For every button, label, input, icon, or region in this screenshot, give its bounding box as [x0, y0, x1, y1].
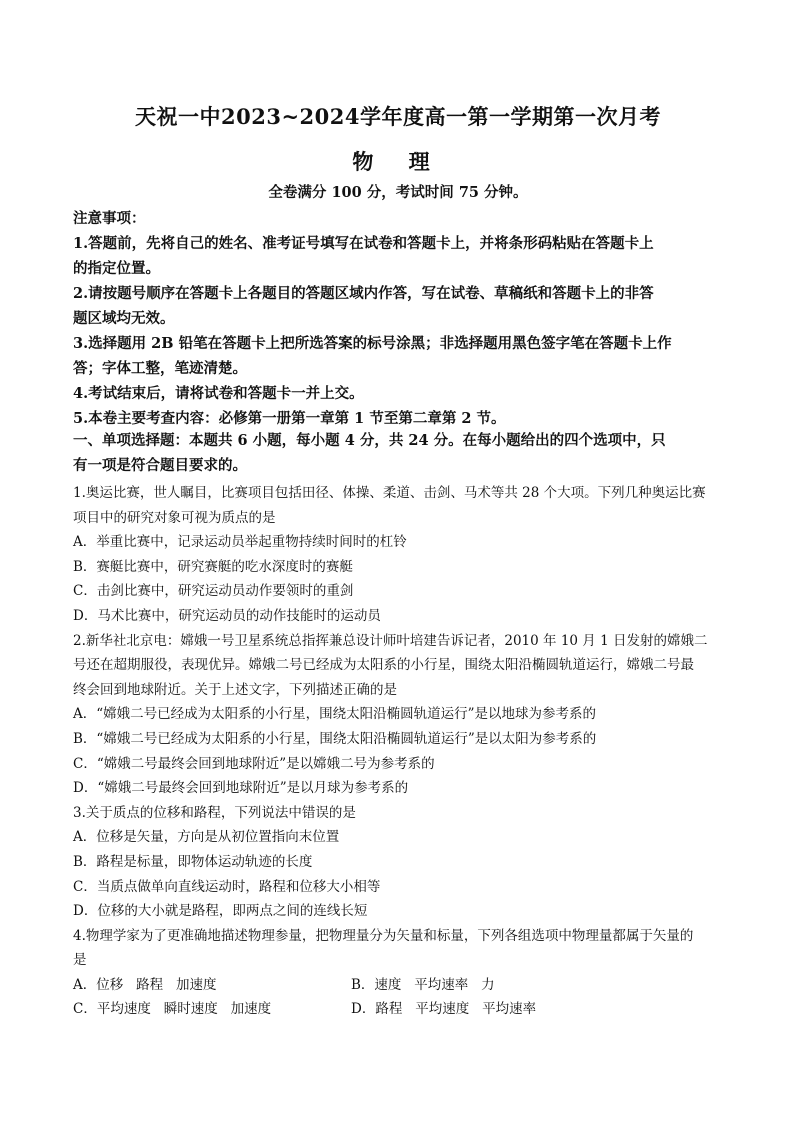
question-1-option-b: B．赛艇比赛中，研究赛艇的吃水深度时的赛艇: [73, 558, 353, 575]
notes-heading: 注意事项：: [73, 210, 146, 227]
question-1-option-c: C．击剑比赛中，研究运动员动作要领时的重剑: [73, 583, 354, 600]
question-1-stem: 项目中的研究对象可视为质点的是: [73, 509, 276, 526]
question-1-option-d: D．马术比赛中，研究运动员的动作技能时的运动员: [73, 607, 381, 624]
question-2-option-b: B．“嫦娥二号已经成为太阳系的小行星，围绕太阳沿椭圆轨道运行”是以太阳为参考系的: [73, 730, 597, 747]
score-time-line: 全卷满分 100 分，考试时间 75 分钟。: [268, 184, 528, 201]
notes-line: 答；字体工整，笔迹清楚。: [73, 360, 247, 377]
notes-line: 的指定位置。: [73, 260, 160, 277]
exam-title: 天祝一中2023~2024学年度高一第一学期第一次月考: [135, 104, 661, 129]
notes-line: 1.答题前，先将自己的姓名、准考证号填写在试卷和答题卡上，并将条形码粘贴在答题卡上: [73, 235, 654, 252]
question-4-options-row: [73, 973, 723, 998]
questions-block: [73, 481, 723, 1022]
question-2-option-c: C．“嫦娥二号最终会回到地球附近”是以嫦娥二号为参考系的: [73, 755, 435, 772]
question-4-option-b: B．速度 平均速率 力: [351, 976, 495, 993]
question-3-stem: 3.关于质点的位移和路程，下列说法中错误的是: [73, 804, 356, 821]
notes-line: 2.请按题号顺序在答题卡上各题目的答题区域内作答，写在试卷、草稿纸和答题卡上的非答: [73, 285, 654, 302]
question-4-stem: 是: [73, 952, 87, 969]
question-4-option-d: D．路程 平均速度 平均速率: [351, 1001, 537, 1018]
question-4-stem: 4.物理学家为了更准确地描述物理参量，把物理量分为矢量和标量，下列各组选项中物理量都属于矢量的: [73, 927, 694, 944]
question-2-stem: 2.新华社北京电：嫦娥一号卫星系统总指挥兼总设计师叶培建告诉记者，2010 年 10 月 1 日发射的嫦娥二: [73, 632, 708, 649]
notes-line: 5.本卷主要考查内容：必修第一册第一章第 1 节至第二章第 2 节。: [73, 410, 506, 427]
subject-title: 物 理: [352, 149, 444, 174]
question-2-stem: 终会回到地球附近。关于上述文字，下列描述正确的是: [73, 681, 397, 698]
notes-line: 3.选择题用 2B 铅笔在答题卡上把所选答案的标号涂黑；非选择题用黑色签字笔在答题卡上作: [73, 335, 672, 352]
notes-block: [73, 206, 723, 431]
question-4-option-a: A．位移 路程 加速度: [73, 976, 217, 993]
question-4-options-row: [73, 997, 723, 1022]
question-2-stem: 号还在超期服役，表现优异。嫦娥二号已经成为太阳系的小行星，围绕太阳沿椭圆轨道运行，嫦娥二号最: [73, 657, 694, 674]
question-3-option-a: A．位移是矢量，方向是从初位置指向末位置: [73, 829, 340, 846]
question-1-option-a: A．举重比赛中，记录运动员举起重物持续时间时的杠铃: [73, 534, 407, 551]
section-heading: [73, 428, 723, 478]
question-3-option-d: D．位移的大小就是路程，即两点之间的连线长短: [73, 903, 368, 920]
notes-line: 题区域均无效。: [73, 310, 175, 327]
notes-line: 4.考试结束后，请将试卷和答题卡一并上交。: [73, 385, 364, 402]
question-2-option-a: A．“嫦娥二号已经成为太阳系的小行星，围绕太阳沿椭圆轨道运行”是以地球为参考系的: [73, 706, 597, 723]
question-3-option-c: C．当质点做单向直线运动时，路程和位移大小相等: [73, 878, 381, 895]
section-line: 有一项是符合题目要求的。: [73, 457, 247, 474]
question-2-option-d: D．“嫦娥二号最终会回到地球附近”是以月球为参考系的: [73, 780, 409, 797]
question-1-stem: 1.奥运比赛，世人瞩目，比赛项目包括田径、体操、柔道、击剑、马术等共 28 个大项。下列几种奥运比赛: [73, 485, 706, 501]
question-4-option-c: C．平均速度 瞬时速度 加速度: [73, 1001, 272, 1018]
section-line: 一、单项选择题：本题共 6 小题，每小题 4 分，共 24 分。在每小题给出的四个选项中，只: [73, 432, 666, 449]
question-3-option-b: B．路程是标量，即物体运动轨迹的长度: [73, 853, 313, 870]
